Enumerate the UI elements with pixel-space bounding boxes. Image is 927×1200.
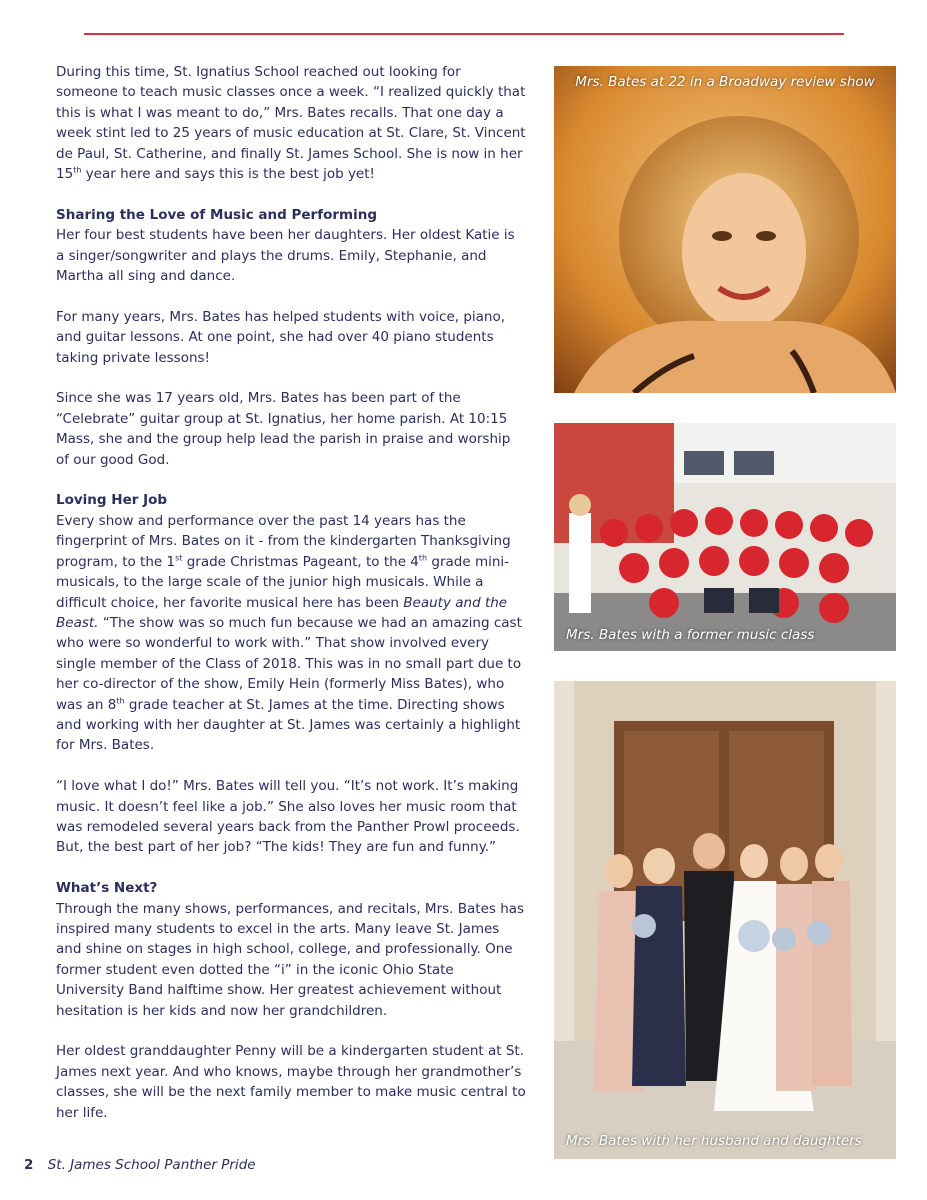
section-heading-sharing: Sharing the Love of Music and Performing [56, 206, 377, 223]
paragraph-lessons: For many years, Mrs. Bates has helped students with voice, piano, and guitar lessons. At one point, she had over 40 piano students taking private lessons! [56, 308, 506, 366]
family-wedding-illustration [554, 681, 896, 1159]
portrait-illustration [554, 66, 896, 393]
paragraph-shows: Every show and performance over the past 14 years has the fingerprint of Mrs. Bates on it - from the kindergarten Thanksgiving program, to the 1st grade Christmas Pageant, to the 4th grade mini-musicals, to the large scale of the junior high musicals. While a difficult choice, her favorite musical here has been Beauty and the Beast. “The show was so much fun because we had an amazing cast who were so wonderful to work with.” That show involved every single member of the Class of 2018. This was in no small part due to her co-director of the show, Emily Hein (formerly Miss Bates), who was an 8th grade teacher at St. James at the time. Directing shows and working with her daughter at St. James was certainly a highlight for Mrs. Bates. [56, 512, 522, 754]
photo-broadway-portrait [554, 66, 896, 393]
paragraph-granddaughter: Her oldest granddaughter Penny will be a kindergarten student at St. James next year. And who knows, maybe through her grandmother’s classes, she will be the next family member to make music central to her life. [56, 1043, 526, 1121]
photo3-caption: Mrs. Bates with her husband and daughters [566, 1133, 862, 1149]
paragraph-intro: During this time, St. Ignatius School reached out looking for someone to teach music classes once a week. “I realized quickly that this is what I was meant to do,” Mrs. Bates recalls. That one day a week stint led to 25 years of music education at St. Clare, St. Vincent de Paul, St. Catherine, and finally St. James School. She is now in her 15th year here and says this is the best job yet! [56, 64, 526, 183]
page-number: 2 [24, 1157, 34, 1173]
photo2-caption: Mrs. Bates with a former music class [566, 627, 815, 643]
top-rule [84, 33, 844, 35]
paragraph-celebrate-group: Since she was 17 years old, Mrs. Bates has been part of the “Celebrate” guitar group at St. Ignatius, her home parish. At 10:15 Mass, she and the group help lead the parish in praise and worship of our good God. [56, 390, 511, 468]
paragraph-love-what-i-do: “I love what I do!” Mrs. Bates will tell you. “It’s not work. It’s making music. It doesn’t feel like a job.” She also loves her music room that was remodeled several years back from the Panther Prowl proceeds. But, the best part of her job? “The kids! They are fun and funny.” [56, 778, 520, 856]
section-heading-loving-job: Loving Her Job [56, 492, 168, 509]
page-footer [24, 1157, 256, 1173]
music-class-illustration [554, 423, 896, 651]
photo-music-class [554, 423, 896, 651]
section-heading-whats-next: What’s Next? [56, 880, 158, 897]
paragraph-inspired-students: Through the many shows, performances, and recitals, Mrs. Bates has inspired many students to excel in the arts. Many leave St. James and shine on stages in high school, college, and professionally. One former student even dotted the “i” in the iconic Ohio State University Band halftime show. Her greatest achievement without hesitation is her kids and now her grandchildren. [56, 900, 525, 1019]
photo-family-wedding [554, 681, 896, 1159]
article-body [56, 62, 526, 1143]
publication-title: St. James School Panther Pride [47, 1157, 256, 1173]
paragraph-daughters: Her four best students have been her daughters. Her oldest Katie is a singer/songwriter and plays the drums. Emily, Stephanie, and Martha all sing and dance. [56, 227, 515, 285]
photo1-caption: Mrs. Bates at 22 in a Broadway review show [575, 74, 875, 90]
